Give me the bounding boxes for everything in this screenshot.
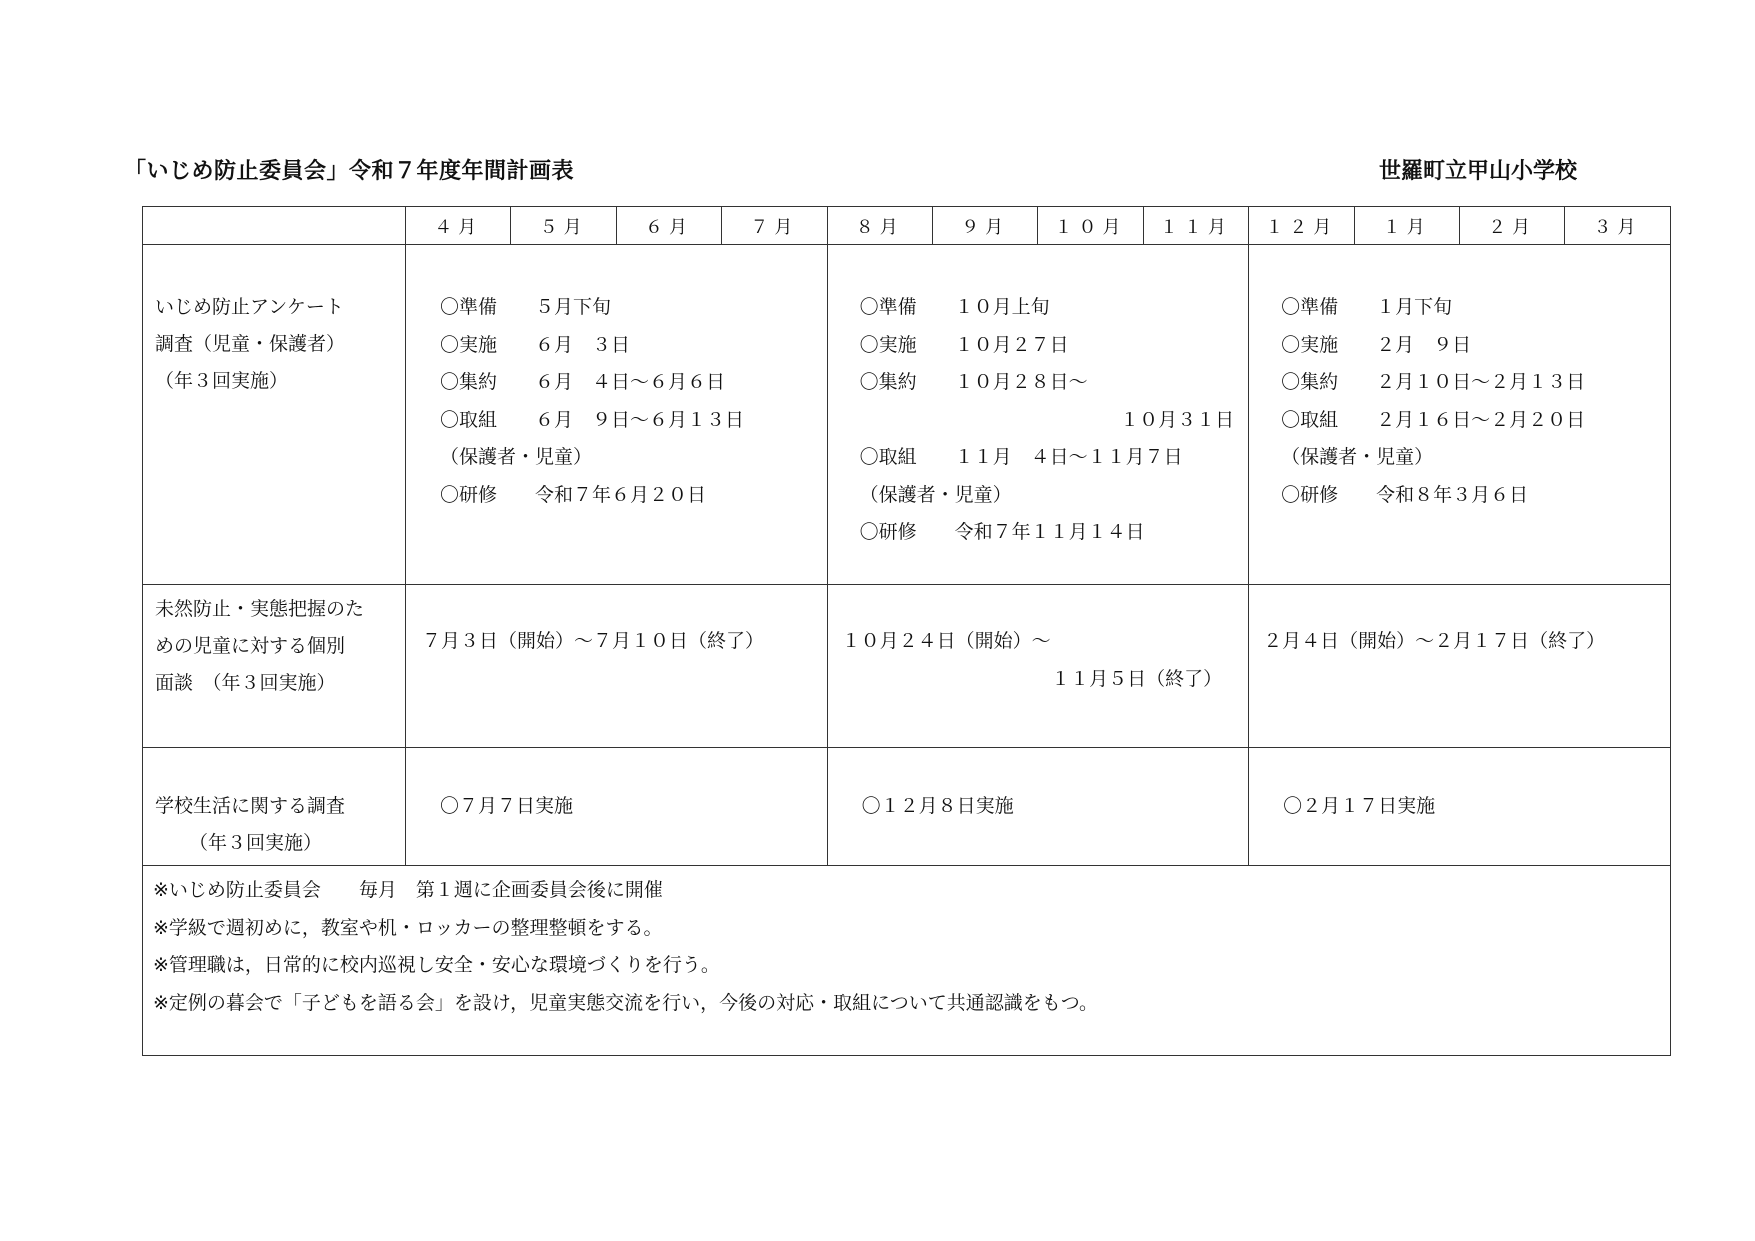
schedule-line: ２月４日（開始）～２月１７日（終了） bbox=[1263, 630, 1606, 652]
interview-term3-cell bbox=[1249, 585, 1671, 748]
schedule-line: （保護者・児童） bbox=[1281, 446, 1434, 468]
survey-term2-cell bbox=[827, 245, 1249, 585]
schedule-line: （保護者・児童） bbox=[440, 446, 593, 468]
schedule-line: 〇取組 ６月 ９日～６月１３日 bbox=[440, 408, 745, 431]
schedule-line: 〇集約 ２月１０日～２月１３日 bbox=[1281, 371, 1586, 393]
survey-label-cell bbox=[143, 245, 406, 585]
row-label-line: 未然防止・実態把握のた bbox=[155, 598, 365, 620]
note-line: ※いじめ防止委員会 毎月 第１週に企画委員会後に開催 bbox=[153, 879, 663, 901]
month-cell: ７月 bbox=[722, 207, 827, 245]
school-life-term3-cell bbox=[1249, 748, 1671, 866]
note-line: ※管理職は，日常的に校内巡視し安全・安心な環境づくりを行う。 bbox=[153, 954, 720, 976]
schedule-line: 〇集約 １０月２８日～ bbox=[859, 371, 1088, 393]
note-line: ※学級で週初めに，教室や机・ロッカーの整理整頓をする。 bbox=[153, 916, 663, 939]
interview-label-cell bbox=[143, 585, 406, 748]
school-life-term1-cell bbox=[406, 748, 828, 866]
month-cell: ４月 bbox=[406, 207, 511, 245]
notes-row bbox=[143, 866, 1671, 1056]
interview-row bbox=[143, 585, 1671, 748]
month-cell: ８月 bbox=[827, 207, 932, 245]
school-name: 世羅町立甲山小学校 bbox=[1378, 159, 1577, 184]
school-life-term2-cell bbox=[827, 748, 1249, 866]
interview-term1-cell bbox=[406, 585, 828, 748]
month-cell: ３月 bbox=[1565, 207, 1670, 245]
survey-row bbox=[143, 245, 1671, 585]
schedule-line: 〇取組 １１月 ４日～１１月７日 bbox=[859, 446, 1183, 468]
month-cell: １２月 bbox=[1249, 207, 1354, 245]
month-cell: １０月 bbox=[1038, 207, 1143, 245]
month-header-row bbox=[143, 207, 1671, 245]
schedule-line: 〇研修 令和８年３月６日 bbox=[1281, 483, 1529, 506]
schedule-line: 〇準備 １月下旬 bbox=[1281, 296, 1453, 318]
row-label-line: 調査（児童・保護者） bbox=[155, 333, 346, 355]
month-cell: ２月 bbox=[1459, 207, 1564, 245]
schedule-line: 〇集約 ６月 ４日～６月６日 bbox=[440, 371, 726, 393]
schedule-line: 〇準備 ５月下旬 bbox=[440, 296, 612, 318]
schedule-line: １０月２４日（開始）～ bbox=[841, 630, 1051, 652]
document-title: 「いじめ防止委員会」令和７年度年間計画表 bbox=[124, 159, 575, 184]
schedule-line: 〇実施 ２月 ９日 bbox=[1281, 333, 1472, 356]
month-cell: １１月 bbox=[1143, 207, 1248, 245]
schedule-line: ７月３日（開始）～７月１０日（終了） bbox=[422, 630, 765, 652]
school-life-row bbox=[143, 748, 1671, 866]
survey-term3-cell bbox=[1249, 245, 1671, 585]
survey-term1-cell bbox=[406, 245, 828, 585]
schedule-line: 〇準備 １０月上旬 bbox=[859, 296, 1050, 318]
schedule-line: 〇取組 ２月１６日～２月２０日 bbox=[1281, 408, 1586, 431]
row-label-line: （年３回実施） bbox=[189, 832, 323, 854]
row-label-line: いじめ防止アンケート bbox=[155, 296, 344, 318]
interview-term2-cell bbox=[827, 585, 1249, 748]
note-line: ※定例の暮会で「子どもを語る会」を設け，児童実態交流を行い，今後の対応・取組について共通認識をもつ。 bbox=[153, 991, 1099, 1014]
row-label-line: 面談 （年３回実施） bbox=[155, 672, 336, 694]
schedule-line: １０月３１日 bbox=[1120, 408, 1235, 431]
schedule-line: １１月５日（終了） bbox=[1051, 667, 1223, 690]
month-cell: １月 bbox=[1354, 207, 1459, 245]
schedule-line: 〇７月７日実施 bbox=[440, 795, 574, 817]
schedule-line: 〇２月１７日実施 bbox=[1283, 795, 1436, 817]
annual-plan-table bbox=[142, 206, 1671, 1056]
notes-cell bbox=[143, 866, 1671, 1056]
school-life-label-cell bbox=[143, 748, 406, 866]
schedule-line: （保護者・児童） bbox=[859, 483, 1012, 506]
month-cell: ９月 bbox=[932, 207, 1037, 245]
row-label-line: 学校生活に関する調査 bbox=[155, 795, 346, 817]
schedule-line: 〇実施 １０月２７日 bbox=[859, 333, 1069, 356]
month-cell: ５月 bbox=[511, 207, 616, 245]
schedule-line: 〇研修 令和７年１１月１４日 bbox=[859, 521, 1145, 543]
month-cell: ６月 bbox=[616, 207, 721, 245]
row-label-line: （年３回実施） bbox=[155, 370, 289, 392]
header-corner-cell bbox=[143, 207, 406, 245]
schedule-line: 〇研修 令和７年６月２０日 bbox=[440, 483, 707, 506]
schedule-line: 〇実施 ６月 ３日 bbox=[440, 333, 631, 356]
row-label-line: めの児童に対する個別 bbox=[155, 635, 346, 657]
schedule-line: 〇１２月８日実施 bbox=[861, 795, 1014, 817]
